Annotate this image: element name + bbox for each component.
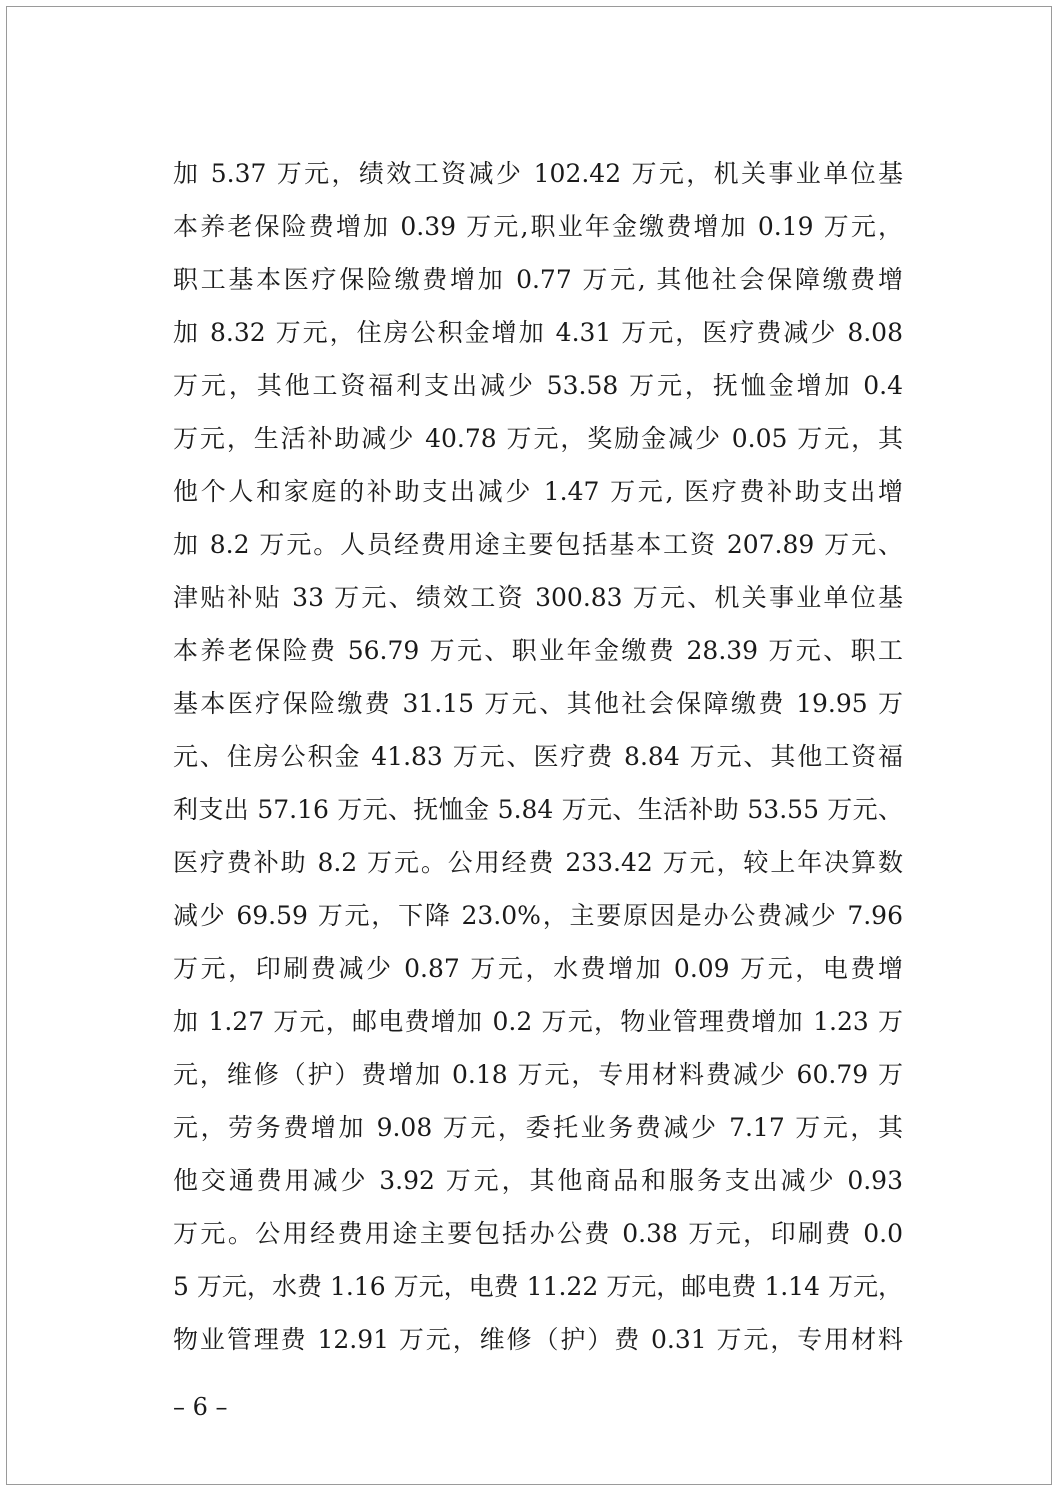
page-number: – 6 –	[173, 1393, 228, 1421]
text-line-18: 元，维修（护）费增加 0.18 万元，专用材料费减少 60.79 万	[173, 1060, 903, 1089]
text-line-3: 职工基本医疗保险缴费增加 0.77 万元, 其他社会保障缴费增	[173, 265, 903, 294]
text-line-12: 元、住房公积金 41.83 万元、医疗费 8.84 万元、其他工资福	[173, 742, 903, 771]
text-line-16: 万元，印刷费减少 0.87 万元，水费增加 0.09 万元，电费增	[173, 954, 903, 983]
text-line-4: 加 8.32 万元，住房公积金增加 4.31 万元，医疗费减少 8.08	[173, 318, 903, 347]
text-line-19: 元，劳务费增加 9.08 万元，委托业务费减少 7.17 万元，其	[173, 1113, 903, 1142]
text-line-8: 加 8.2 万元。人员经费用途主要包括基本工资 207.89 万元、	[173, 530, 903, 559]
text-line-2: 本养老保险费增加 0.39 万元,职业年金缴费增加 0.19 万元，	[173, 212, 903, 241]
text-line-20: 他交通费用减少 3.92 万元，其他商品和服务支出减少 0.93	[173, 1166, 903, 1195]
text-line-11: 基本医疗保险缴费 31.15 万元、其他社会保障缴费 19.95 万	[173, 689, 903, 718]
text-line-1: 加 5.37 万元，绩效工资减少 102.42 万元，机关事业单位基	[173, 159, 903, 188]
text-line-5: 万元，其他工资福利支出减少 53.58 万元，抚恤金增加 0.4	[173, 371, 903, 400]
text-line-7: 他个人和家庭的补助支出减少 1.47 万元, 医疗费补助支出增	[173, 477, 903, 506]
text-line-17: 加 1.27 万元，邮电费增加 0.2 万元，物业管理费增加 1.23 万	[173, 1007, 903, 1036]
text-line-10: 本养老保险费 56.79 万元、职业年金缴费 28.39 万元、职工	[173, 636, 903, 665]
text-line-15: 减少 69.59 万元，下降 23.0%，主要原因是办公费减少 7.96	[173, 901, 903, 930]
document-page	[6, 6, 1052, 1485]
text-line-21: 万元。公用经费用途主要包括办公费 0.38 万元，印刷费 0.0	[173, 1219, 903, 1248]
text-line-23: 物业管理费 12.91 万元，维修（护）费 0.31 万元，专用材料	[173, 1325, 903, 1354]
text-line-14: 医疗费补助 8.2 万元。公用经费 233.42 万元，较上年决算数	[173, 848, 903, 877]
body-text	[173, 147, 903, 1366]
text-line-13: 利支出 57.16 万元、抚恤金 5.84 万元、生活补助 53.55 万元、	[173, 795, 903, 824]
text-line-9: 津贴补贴 33 万元、绩效工资 300.83 万元、机关事业单位基	[173, 583, 903, 612]
text-line-22: 5 万元，水费 1.16 万元，电费 11.22 万元，邮电费 1.14 万元，	[173, 1272, 903, 1301]
text-line-6: 万元，生活补助减少 40.78 万元，奖励金减少 0.05 万元，其	[173, 424, 903, 453]
